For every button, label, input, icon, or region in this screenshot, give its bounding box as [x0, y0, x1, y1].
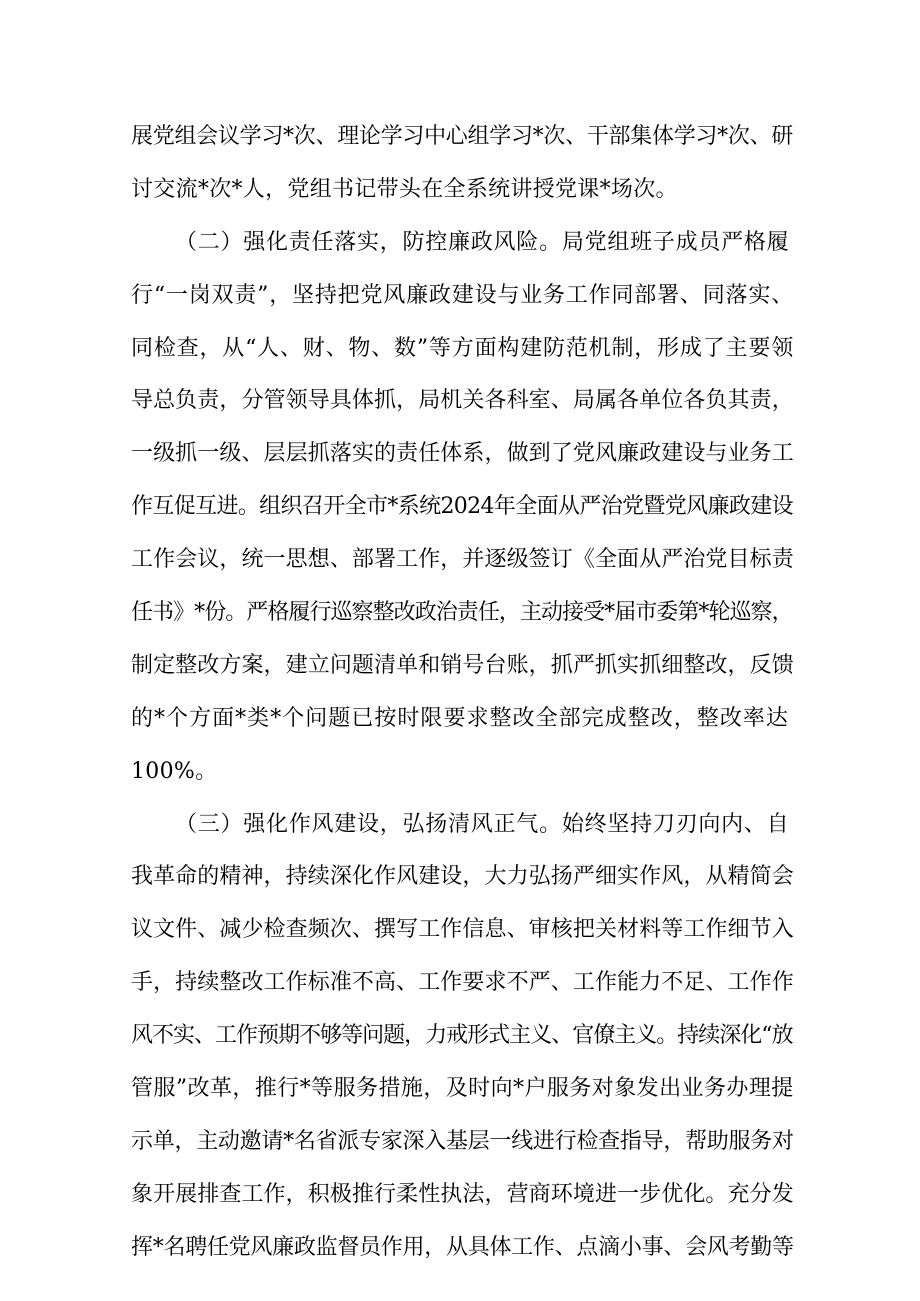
text-line: [131, 799, 794, 852]
text-line: [131, 851, 794, 904]
text-line: [131, 323, 794, 376]
text-line-content: 议文件、减少检查频次、撰写工作信息、审核把关材料等工作细节入: [131, 917, 794, 943]
text-line-content: 我革命的精神，持续深化作风建设，大力弘扬严细实作风，从精简会: [131, 864, 794, 890]
text-line: [131, 1169, 794, 1222]
text-line: [131, 428, 794, 481]
text-line-content: （二）强化责任落实，防控廉政风险。局党组班子成员严格履: [175, 229, 790, 255]
document-body: [131, 111, 794, 1275]
text-line: [131, 375, 794, 428]
text-line-content: 的*个方面*类*个问题已按时限要求整改全部完成整改，整改率达: [131, 705, 789, 731]
text-line: [131, 217, 794, 270]
text-line-content: 示单，主动邀请*名省派专家深入基层一线进行检查指导，帮助服务对: [131, 1128, 794, 1154]
text-line-content: 手，持续整改工作标准不高、工作要求不严、工作能力不足、工作作: [131, 970, 794, 996]
text-line-content: 一级抓一级、层层抓落实的责任体系，做到了党风廉政建设与业务工: [131, 441, 794, 467]
text-line: [131, 1222, 794, 1275]
text-line: [131, 164, 794, 217]
text-line-content: 100%。: [131, 758, 218, 784]
text-line-content: 同检查，从“人、财、物、数”等方面构建防范机制，形成了主要领: [131, 335, 795, 361]
text-line: [131, 957, 794, 1010]
text-line-content: 象开展排查工作，积极推行柔性执法，营商环境进一步优化。充分发: [131, 1181, 794, 1207]
text-line-content: 工作会议，统一思想、部署工作，并逐级签订《全面从严治党目标责: [131, 547, 794, 573]
text-line: [131, 1010, 794, 1063]
text-line: [131, 640, 794, 693]
text-line: [131, 270, 794, 323]
text-line-content: 作互促互进。组织召开全市*系统2024年全面从严治党暨党风廉政建设: [131, 494, 793, 520]
text-line: [131, 587, 794, 640]
text-line-content: 讨交流*次*人，党组书记带头在全系统讲授党课*场次。: [131, 176, 678, 202]
text-line-content: 任书》*份。严格履行巡察整改政治责任，主动接受*届市委第*轮巡察，: [131, 600, 793, 626]
text-line: [131, 111, 794, 164]
text-line-content: 展党组会议学习*次、理论学习中心组学习*次、干部集体学习*次、研: [131, 124, 794, 149]
text-line: [131, 904, 794, 957]
text-line-content: 管服”改革，推行*等服务措施，及时向*户服务对象发出业务办理提: [131, 1076, 794, 1102]
text-line: [131, 534, 794, 587]
text-line: [131, 746, 794, 799]
text-line-content: 风不实、工作预期不够等问题，力戒形式主义、官僚主义。持续深化“放: [131, 1023, 793, 1049]
text-line-content: 制定整改方案，建立问题清单和销号台账，抓严抓实抓细整改，反馈: [131, 652, 794, 678]
text-line-content: 行“一岗双责”，坚持把党风廉政建设与业务工作同部署、同落实、: [131, 282, 795, 308]
text-line-content: （三）强化作风建设，弘扬清风正气。始终坚持刀刃向内、自: [175, 811, 790, 837]
text-line-content: 导总负责，分管领导具体抓，局机关各科室、局属各单位各负其责，: [131, 388, 794, 414]
text-line-content: 挥*名聘任党风廉政监督员作用，从具体工作、点滴小事、会风考勤等: [131, 1234, 794, 1260]
text-line: [131, 1063, 794, 1116]
text-line: [131, 481, 794, 534]
text-line: [131, 1116, 794, 1169]
text-line: [131, 693, 794, 746]
